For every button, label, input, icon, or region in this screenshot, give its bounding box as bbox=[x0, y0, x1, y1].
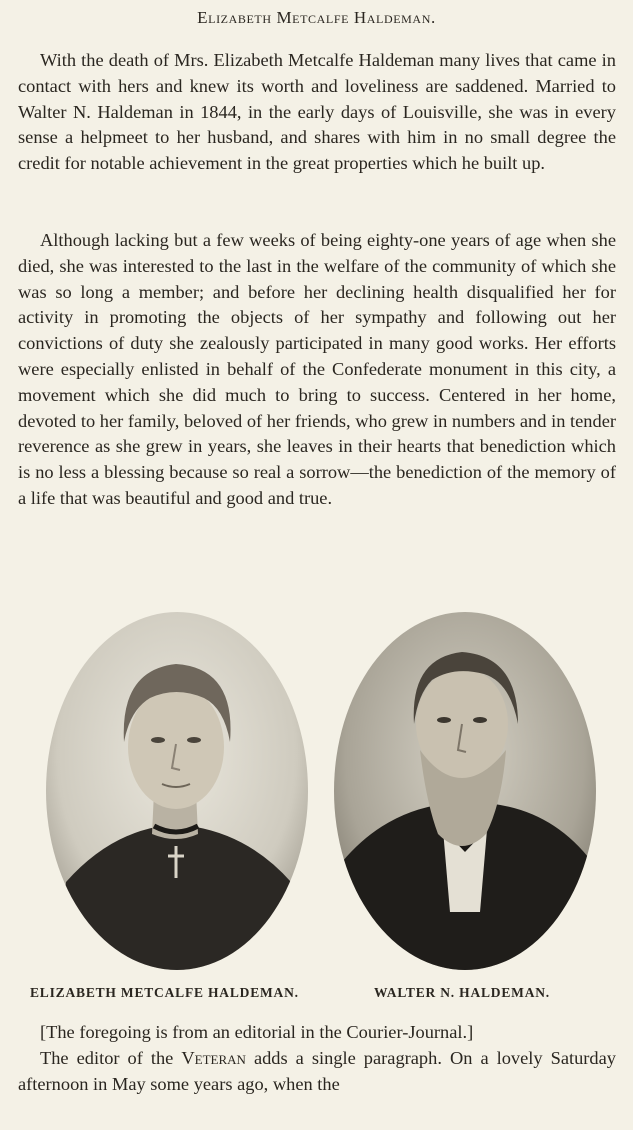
paragraph-3-text: [The foregoing is from an editorial in the Courier-Journal.] bbox=[40, 1022, 474, 1042]
woman-portrait-image bbox=[46, 612, 308, 970]
article-title: Elizabeth Metcalfe Haldeman. bbox=[197, 8, 436, 27]
caption-left: ELIZABETH METCALFE HALDEMAN. bbox=[30, 985, 299, 1000]
portrait-elizabeth-haldeman bbox=[46, 612, 308, 970]
closing-section bbox=[18, 1020, 616, 1097]
paragraph-1-text: With the death of Mrs. Elizabeth Metcalfe Haldeman many lives that came in contact with hers and knew its worth and loveliness are saddened. Married to Walter N. Haldeman in 1844, in the early days of Louisville, she was in every sense a helpmeet to her husband, and shares with him in no small degree the credit for notable achievement in the great properties which he built up. bbox=[18, 50, 616, 174]
caption-right: WALTER N. HALDEMAN. bbox=[374, 985, 550, 1000]
man-portrait-image bbox=[334, 612, 596, 970]
paragraph-4-end: adds a single paragraph. On a lovely Saturday afternoon in May some years ago, when the bbox=[18, 1047, 616, 1094]
veteran-word: Veteran bbox=[181, 1047, 246, 1068]
paragraph-4-text bbox=[18, 1046, 616, 1098]
paragraph-2 bbox=[18, 228, 616, 512]
paragraph-4-start: The editor of the bbox=[40, 1047, 182, 1068]
paragraph-1 bbox=[18, 48, 616, 177]
portrait-walter-haldeman bbox=[334, 612, 596, 970]
paragraph-2-text: Although lacking but a few weeks of being eighty-one years of age when she died, she was interested to the last in the welfare of the community of which she was so long a member; and before her declining health disqualified her for activity in promoting the objects of her sympathy and following out her convictions of duty she zealously participated in many good works. Her efforts were especially enlisted in behalf of the Confederate monument in this city, a movement which she did much to bring to success. Centered in her home, devoted to her family, beloved of her friends, who grew in numbers and in tender reverence as she grew in years, she leaves in their hearts that benediction which is no less a blessing because so real a sorrow—the benediction of the memory of a life that was beautiful and good and true. bbox=[18, 230, 616, 508]
